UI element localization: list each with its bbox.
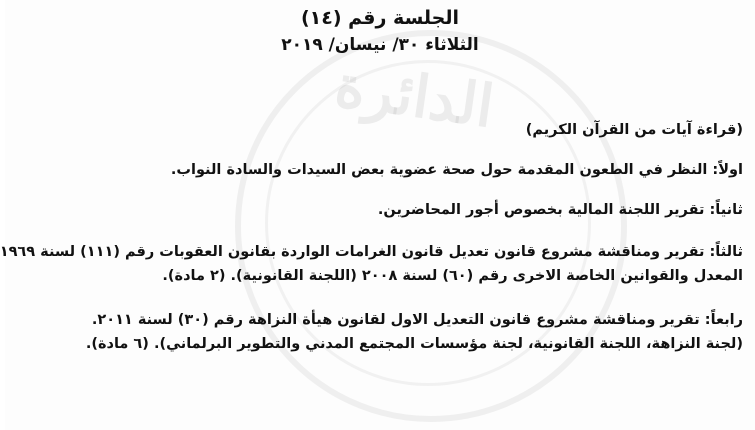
- watermark-text: الدائرة: [331, 51, 498, 141]
- agenda-item-4-line-1: رابعاً: تقرير ومناقشة مشروع قانون التعديل الاول لقانون هيأة النزاهة رقم (٣٠) لسنة ٢٠١١.: [91, 312, 743, 328]
- agenda-item-4: [23, 308, 743, 356]
- agenda-item-1-text: اولاً: النظر في الطعون المقدمة حول صحة عضوية بعض السيدات والسادة النواب.: [170, 162, 743, 178]
- agenda-item-2-text: ثانياً: تقرير اللجنة المالية بخصوص أجور المحاضرين.: [377, 202, 743, 218]
- agenda-item-3-line-1: ثالثاً: تقرير ومناقشة مشروع قانون تعديل قانون الغرامات الواردة بقانون العقوبات رقم (١١١) لسنة ١٩٦٩: [0, 244, 743, 260]
- agenda-item-1: [23, 158, 743, 182]
- agenda-item-4-line-2: (لجنة النزاهة، اللجنة القانونية، لجنة مؤسسات المجتمع المدني والتطوير البرلماني). (٦ مادة).: [85, 336, 743, 352]
- agenda-item-3: [0, 240, 743, 288]
- agenda-item-3-line-2: المعدل والقوانين الخاصة الاخرى رقم (٦٠) لسنة ٢٠٠٨ (اللجنة القانونية). (٢ مادة).: [162, 268, 743, 284]
- session-title: الجلسة رقم (١٤): [300, 7, 460, 29]
- agenda-item-2: [23, 198, 743, 222]
- agenda-quran-text: (قراءة آيات من القرآن الكريم): [525, 122, 743, 138]
- session-header: [5, 4, 755, 58]
- agenda-list: [0, 118, 743, 368]
- agenda-quran-reading: [23, 118, 743, 142]
- session-date: الثلاثاء ٣٠/ نيسان/ ٢٠١٩: [281, 35, 479, 55]
